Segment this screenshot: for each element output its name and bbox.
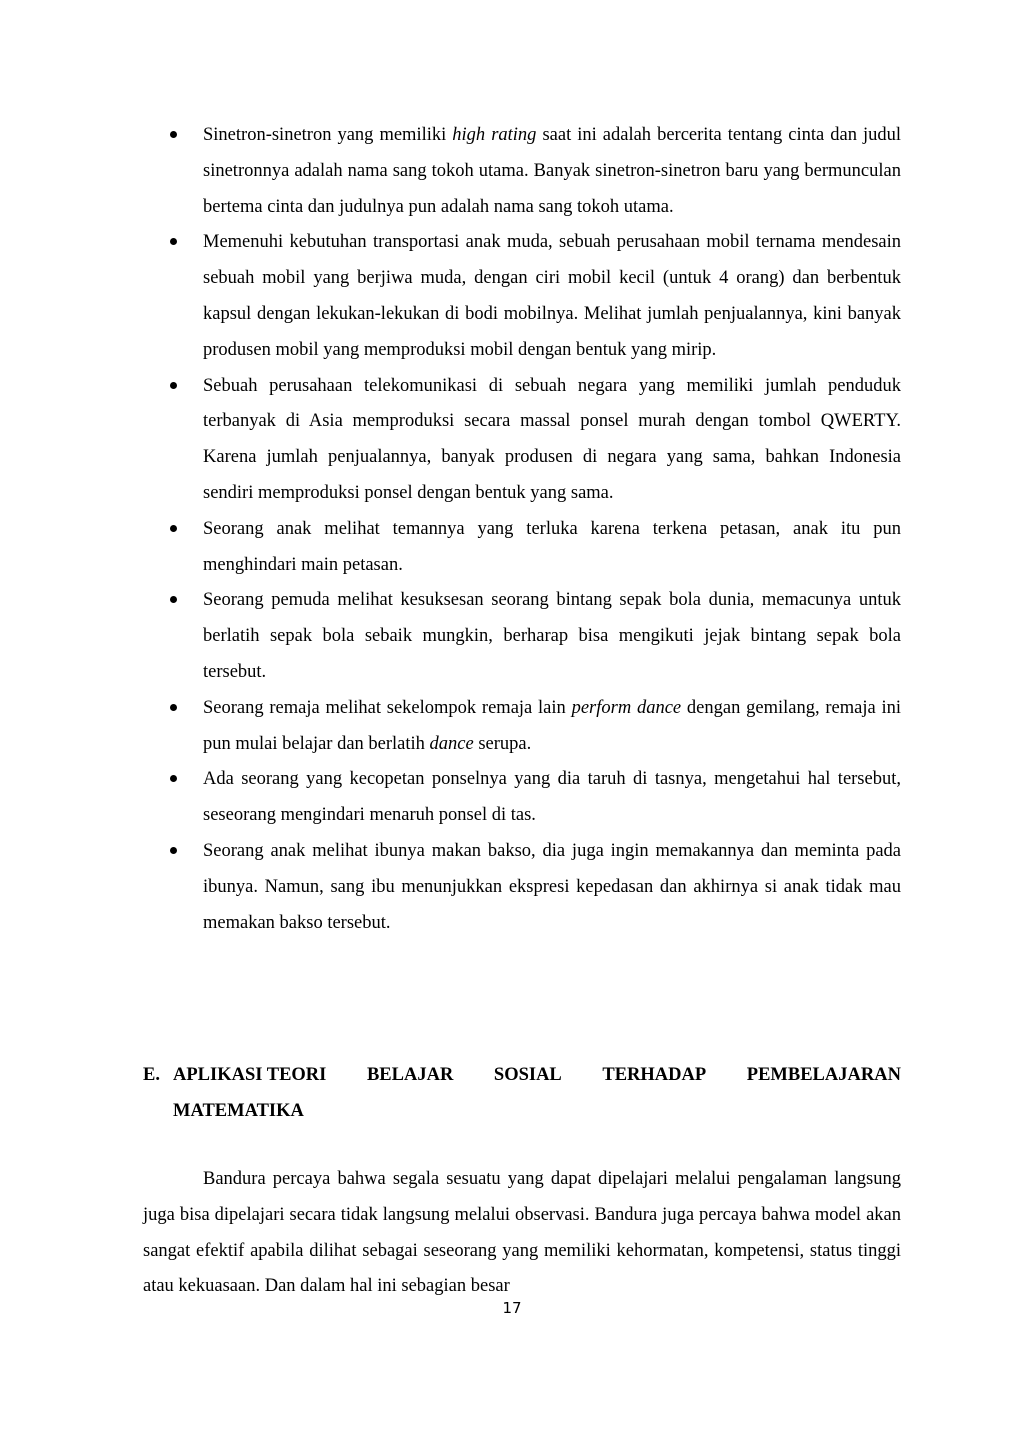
text-segment: Ada seorang yang kecopetan ponselnya yang dia taruh di tasnya, mengetahui hal tersebut, seseorang mengindari menaruh ponsel di tas. bbox=[203, 769, 901, 826]
text-segment: Seorang pemuda melihat kesuksesan seorang bintang sepak bola dunia, memacunya untuk berlatih sepak bola sebaik mungkin, berharap bisa mengikuti jejak bintang sepak bola tersebut. bbox=[203, 590, 901, 682]
bullet-icon bbox=[170, 596, 177, 603]
list-item bbox=[143, 369, 901, 512]
text-segment: serupa. bbox=[473, 733, 532, 754]
text-segment: dengan gemilang, remaja ini pun mulai belajar dan berlatih bbox=[203, 697, 901, 754]
bullet-icon bbox=[170, 775, 177, 782]
bullet-icon bbox=[170, 847, 177, 854]
bullet-list bbox=[143, 118, 901, 941]
list-item bbox=[143, 834, 901, 941]
section-title-line-2: MATEMATIKA bbox=[173, 1100, 304, 1121]
text-segment: Seorang anak melihat ibunya makan bakso, dia juga ingin memakannya dan meminta pada ibunya. Namun, sang ibu menunjukkan ekspresi kepedasan dan akhirnya si anak tidak mau memakan bakso tersebut. bbox=[203, 840, 901, 933]
list-item bbox=[143, 512, 901, 584]
body-paragraph: Bandura percaya bahwa segala sesuatu yang dapat dipelajari melalui pengalaman langsung juga bisa dipelajari secara tidak langsung melalui observasi. Bandura juga percaya bahwa model akan sangat efektif apabila dilihat sebagai seseorang yang memiliki kehormatan, kompetensi, status tinggi atau kekuasaan. Dan dalam hal ini sebagian besar bbox=[143, 1169, 901, 1297]
bullet-icon bbox=[170, 704, 177, 711]
list-item bbox=[143, 691, 901, 763]
section-letter: E. bbox=[143, 1065, 160, 1085]
italic-text: high rating bbox=[452, 125, 537, 145]
section-heading bbox=[143, 1058, 901, 1130]
text-segment: saat ini adalah bercerita tentang cinta dan judul sinetronnya adalah nama sang tokoh utama. Banyak sinetron-sinetron baru yang bermunculan bertema cinta dan judulnya pun adalah nama sang tokoh utama. bbox=[203, 125, 901, 217]
bullet-icon bbox=[170, 131, 177, 138]
list-item bbox=[143, 762, 901, 834]
text-segment: Seorang anak melihat temannya yang terluka karena terkena petasan, anak itu pun menghindari main petasan. bbox=[203, 518, 901, 575]
bullet-icon bbox=[170, 525, 177, 532]
list-item bbox=[143, 118, 901, 225]
section-title-word: PEMBELAJARAN bbox=[746, 1065, 901, 1085]
page-number: 17 bbox=[502, 1299, 522, 1317]
section-title-word: SOSIAL bbox=[493, 1065, 562, 1085]
section-title-line-1 bbox=[173, 1058, 901, 1094]
text-segment: Memenuhi kebutuhan transportasi anak muda, sebuah perusahaan mobil ternama mendesain sebuah mobil yang berjiwa muda, dengan ciri mobil kecil (untuk 4 orang) dan berbentuk kapsul dengan lekukan-lekukan di bodi mobilnya. Melihat jumlah penjualannya, kini banyak produsen mobil yang memproduksi mobil dengan bentuk yang mirip. bbox=[203, 232, 901, 360]
italic-text: dance bbox=[429, 733, 474, 754]
section-title-word: APLIKASI TEORI bbox=[173, 1065, 327, 1085]
section-title-word: TERHADAP bbox=[602, 1065, 707, 1085]
section-title-word: BELAJAR bbox=[366, 1065, 454, 1085]
italic-text: perform dance bbox=[571, 697, 682, 718]
list-item bbox=[143, 583, 901, 690]
section-title bbox=[173, 1058, 901, 1130]
text-segment: Seorang remaja melihat sekelompok remaja lain bbox=[203, 697, 572, 718]
bullet-icon bbox=[170, 382, 177, 389]
text-segment: Sebuah perusahaan telekomunikasi di sebuah negara yang memiliki jumlah penduduk terbanyak di Asia memproduksi secara massal ponsel murah dengan tombol QWERTY. Karena jumlah penjualannya, banyak produsen di negara yang sama, bahkan Indonesia sendiri memproduksi ponsel dengan bentuk yang sama. bbox=[203, 375, 901, 503]
bullet-icon bbox=[170, 238, 177, 245]
text-segment: Sinetron-sinetron yang memiliki bbox=[203, 125, 453, 145]
list-item bbox=[143, 225, 901, 368]
